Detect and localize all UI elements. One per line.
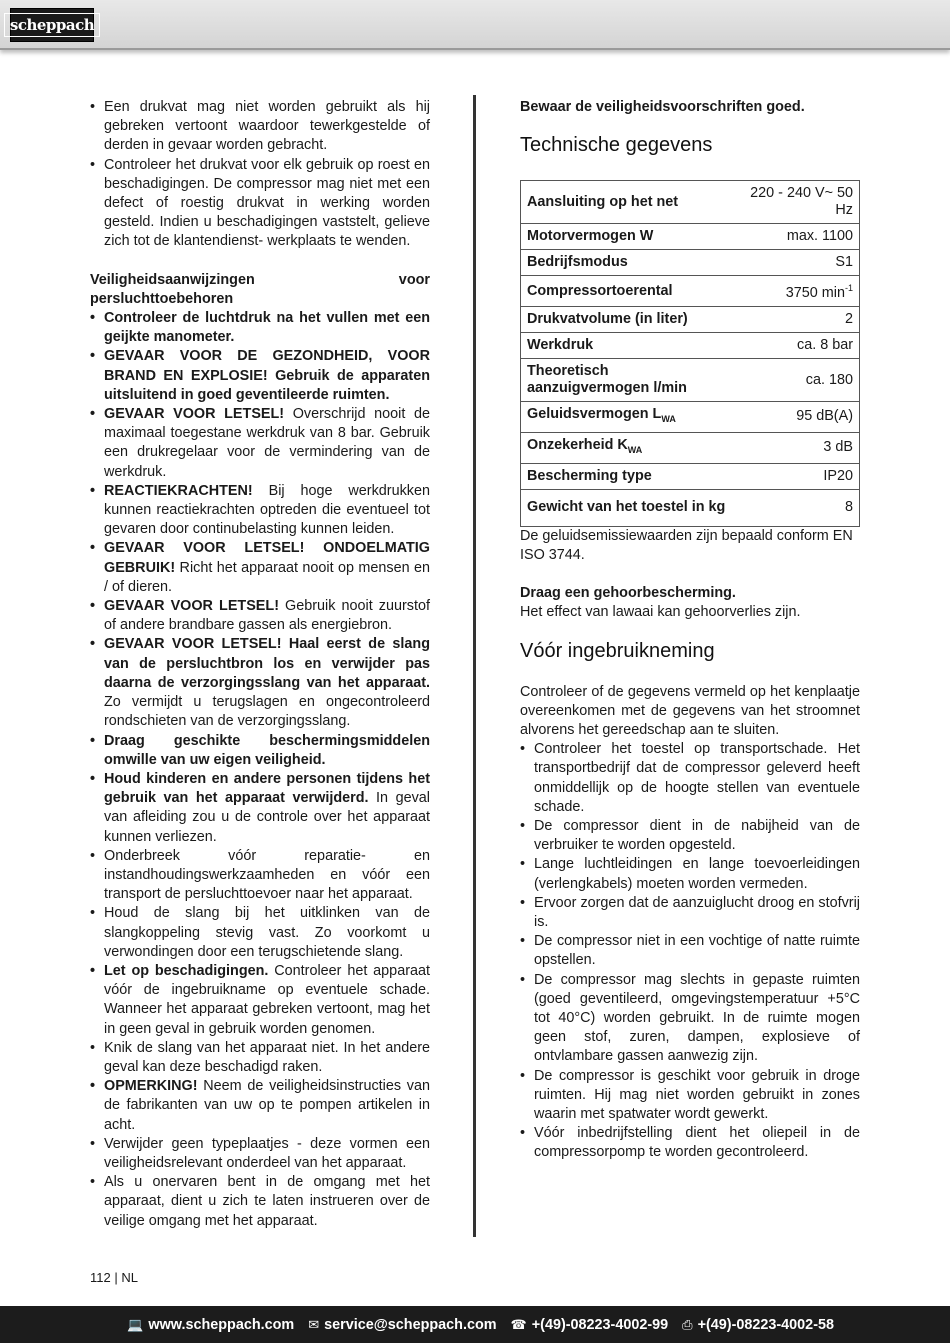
safety-list [90, 309, 430, 1231]
spec-label-cell [521, 250, 734, 276]
spec-label: Theoretisch aanzuigvermogen l/min [527, 363, 687, 396]
item-bold-text: GEVAAR VOOR LETSEL! ONDOELMATIG GEBRUIK! [104, 540, 430, 576]
spec-row [521, 489, 860, 526]
page-header [0, 0, 950, 50]
item-text: In geval van afleiding zou u de controle over het apparaat kunnen verliezen. [104, 790, 430, 845]
spec-label-cell [521, 432, 734, 463]
list-item [90, 904, 430, 962]
spec-label: Onzekerheid K [527, 436, 628, 453]
footer-phone[interactable] [511, 1317, 669, 1333]
spec-row [521, 307, 860, 333]
list-item [90, 1173, 430, 1231]
list-item [90, 635, 430, 731]
spec-value: ca. 8 bar [797, 337, 853, 353]
list-item [90, 847, 430, 905]
spec-label-subscript: WA [661, 413, 676, 424]
mail-icon: ✉ [308, 1316, 320, 1332]
list-item [90, 347, 430, 405]
item-text: Controleer het apparaat vóór de ingebruikname op eventuele schade. Wanneer het apparaat gebreken vertoont, mag het in geen geval in gebruik worden genomen. [104, 962, 430, 1037]
column-divider [473, 95, 476, 1237]
spec-value-cell [733, 463, 860, 489]
spec-label: Aansluiting op het net [527, 193, 679, 210]
list-item: • Vóór inbedrijfstelling dient het oliepeil in de compressorpomp te worden gecontroleerd. [520, 1124, 860, 1162]
list-item [90, 309, 430, 347]
list-item: • Controleer het toestel op transportschade. Het transportbedrijf dat de compressor geleverd heeft onmiddellijk op de hoogte stellen van eventuele schade. [520, 740, 860, 817]
spec-label: Bedrijfsmodus [527, 254, 628, 271]
spec-value: S1 [835, 254, 853, 271]
spec-value-cell [733, 181, 860, 224]
intro-list [90, 98, 430, 252]
spec-label: Drukvatvolume (in liter) [527, 311, 688, 327]
item-bold-text: Houd kinderen en andere personen tijdens het gebruik van het apparaat verwijderd. [104, 770, 430, 807]
spec-value-cell [733, 359, 860, 402]
list-item [90, 770, 430, 847]
list-item [90, 482, 430, 540]
spec-row [521, 333, 860, 359]
right-column [520, 98, 860, 1163]
hearing-protection-text: Het effect van lawaai kan gehoorverlies zijn. [520, 604, 801, 621]
emission-note: De geluidsemissiewaarden zijn bepaald conform EN ISO 3744. [520, 527, 853, 563]
spec-row [521, 224, 860, 250]
startup-intro: Controleer of de gegevens vermeld op het kenplaatje overeenkomen met de gegevens van het stroomnet alvorens het gereedschap aan te sluiten. [520, 683, 860, 738]
list-item: • Controleer het drukvat voor elk gebruik op roest en beschadigingen. De compressor mag niet met een defect of roestig drukvat in werking worden gesteld. Indien u beschadigingen vaststelt, gelieve zich tot de klantendienst- werkplaats te wenden. [90, 156, 430, 252]
logo-text: scheppach [4, 13, 100, 37]
phone-icon: ☎ [510, 1316, 527, 1332]
startup-list [520, 740, 860, 1162]
item-bold-text: OPMERKING! [104, 1078, 198, 1095]
startup-heading: Vóór ingebruikneming [520, 639, 715, 662]
list-item [90, 962, 430, 1039]
item-text: Richt het apparaat nooit op mensen en / of dieren. [104, 559, 430, 595]
list-item: • De compressor is geschikt voor gebruik in droge ruimten. Hij mag niet worden gebruikt in zones waarin met spatwater wordt gewerkt. [520, 1067, 860, 1125]
spec-row [521, 250, 860, 276]
spec-label-cell [521, 402, 734, 433]
spec-value: 3750 min [785, 285, 845, 301]
list-item: • De compressor mag slechts in gepaste ruimten (goed geventileerd, omgevingstemperatuur +5°C tot 40°C) worden gebruikt. In de ruimte mogen geen stof, zuren, dampen, explosieve of ontvlambare gassen aanwezig zijn. [520, 971, 860, 1067]
spec-value: 3 dB [823, 439, 853, 456]
item-text: Houd de slang bij het uitklinken van de slangkoppeling stevig vast. Zo voorkomt u verwondingen door een terugschietende slang. [104, 905, 430, 960]
spec-label: Bescherming type [527, 467, 652, 484]
item-bold-text: Let op beschadigingen. [104, 962, 269, 979]
spec-value-superscript: -1 [844, 283, 853, 294]
spec-label: Geluidsvermogen L [527, 406, 662, 422]
item-bold-text: GEVAAR VOOR LETSEL! Haal eerst de slang van de persluchtbron los en verwijder pas daarna de verzorgingsslang van het apparaat. [104, 636, 430, 691]
phone-text: +(49)-08223-4002-99 [531, 1316, 669, 1333]
website-text: www.scheppach.com [148, 1316, 295, 1333]
item-bold-text: GEVAAR VOOR LETSEL! [104, 406, 285, 423]
spec-label: Motorvermogen W [527, 228, 654, 245]
spec-value-cell [733, 402, 860, 433]
spec-label-cell [521, 307, 734, 333]
item-bold-text: GEVAAR VOOR LETSEL! [104, 598, 279, 615]
item-text: Gebruik nooit zuurstof of andere brandbare gassen als energiebron. [104, 598, 430, 634]
spec-row [521, 432, 860, 463]
spec-value: ca. 180 [805, 371, 853, 388]
item-text: Knik de slang van het apparaat niet. In het andere geval kan deze beschadigd raken. [104, 1039, 430, 1075]
left-column [90, 98, 430, 1231]
spec-label-cell [521, 463, 734, 489]
spec-label: Compressortoerental [527, 282, 673, 299]
footer-website[interactable] [127, 1317, 294, 1333]
item-bold-text: Draag geschikte beschermingsmiddelen omwille van uw eigen veiligheid. [104, 732, 430, 768]
item-bold-text: GEVAAR VOOR DE GEZONDHEID, VOOR BRAND EN EXPLOSIE! Gebruik de apparaten uitsluitend in goed geventileerde ruimten. [104, 348, 430, 403]
list-item: • Ervoor zorgen dat de aanzuiglucht droog en stofvrij is. [520, 894, 860, 932]
item-text: Bij hoge werkdrukken kunnen reactiekrachten optreden die eventueel tot gevaren door continubelasting kunnen leiden. [104, 482, 430, 538]
spec-label-cell [521, 333, 734, 359]
spec-row [521, 402, 860, 433]
item-text: Neem de veiligheidsinstructies van de fabrikanten van uw op te pompen artikelen in acht. [104, 1078, 430, 1133]
spec-value-cell [733, 333, 860, 359]
page-number: 112 | NL [90, 1270, 138, 1285]
footer-email[interactable] [308, 1317, 496, 1333]
hearing-protection-heading: Draag een gehoorbescherming. [520, 585, 736, 602]
fax-icon: ⎙ [682, 1316, 693, 1332]
spec-value: IP20 [823, 467, 853, 484]
item-bold-text: Controleer de luchtdruk na het vullen met een geijkte manometer. [104, 310, 430, 346]
spec-value: 95 dB(A) [796, 408, 853, 425]
spec-value-cell [733, 489, 860, 526]
spec-table [520, 180, 860, 527]
item-text: Zo vermijdt u terugslagen en ongecontroleerd rondschieten van de verzorgingsslang. [104, 694, 430, 730]
spec-value: 2 [844, 311, 853, 327]
spec-value-cell [733, 432, 860, 463]
list-item: • De compressor niet in een vochtige of natte ruimte opstellen. [520, 932, 860, 970]
keep-instructions-note: Bewaar de veiligheidsvoorschriften goed. [520, 99, 805, 115]
spec-row [521, 276, 860, 307]
item-bold-text: REACTIEKRACHTEN! [104, 482, 253, 499]
spec-value-cell [733, 276, 860, 307]
list-item: • Lange luchtleidingen en lange toevoerleidingen (verlengkabels) moeten worden vermeden. [520, 855, 860, 893]
computer-icon: 💻 [127, 1316, 144, 1332]
list-item [90, 597, 430, 635]
list-item [90, 539, 430, 597]
spec-label-cell [521, 489, 734, 526]
spec-row [521, 463, 860, 489]
spec-label-cell [521, 181, 734, 224]
spec-row [521, 181, 860, 224]
footer-bar [0, 1306, 950, 1343]
footer-fax[interactable] [682, 1317, 834, 1333]
item-text: Overschrijd nooit de maximaal toegestane werkdruk van 8 bar. Gebruik een drukregelaar voor de vermindering van de werkdruk. [104, 406, 430, 480]
spec-value-cell [733, 224, 860, 250]
spec-label: Werkdruk [527, 337, 594, 353]
list-item: • Een drukvat mag niet worden gebruikt als hij gebreken vertoont waardoor tewerkgestelde of derden in gevaar worden gebracht. [90, 98, 430, 156]
spec-value: max. 1100 [786, 228, 853, 245]
spec-value: 220 - 240 V~ 50 Hz [750, 185, 853, 219]
spec-label-cell [521, 276, 734, 307]
email-text: service@scheppach.com [324, 1316, 497, 1333]
list-item [90, 1135, 430, 1173]
spec-label-cell [521, 224, 734, 250]
list-item [90, 1039, 430, 1077]
section-heading-accessories: Veiligheidsaanwijzingen voor persluchttoebehoren [90, 271, 430, 307]
item-text: Verwijder geen typeplaatjes - deze vormen een veiligheidsrelevant onderdeel van het apparaat. [104, 1135, 430, 1171]
spec-label-cell [521, 359, 734, 402]
spec-label-subscript: WA [627, 444, 643, 455]
spec-value-cell [733, 307, 860, 333]
item-text: Onderbreek vóór reparatie- en instandhoudingswerkzaamheden en vóór een transport de persluchttoevoer naar het apparaat. [104, 847, 430, 903]
tech-data-heading: Technische gegevens [520, 134, 713, 157]
item-text: Als u onervaren bent in de omgang met het apparaat, dient u zich te laten instrueren over de veilige omgang met het apparaat. [104, 1174, 430, 1229]
list-item: • De compressor dient in de nabijheid van de verbruiker te worden opgesteld. [520, 817, 860, 855]
list-item [90, 732, 430, 770]
spec-label: Gewicht van het toestel in kg [527, 499, 726, 516]
fax-text: +(49)-08223-4002-58 [697, 1316, 834, 1333]
list-item [90, 1077, 430, 1135]
list-item [90, 405, 430, 482]
spec-value-cell [733, 250, 860, 276]
spec-row [521, 359, 860, 402]
spec-value: 8 [844, 499, 853, 516]
brand-logo [10, 8, 94, 42]
